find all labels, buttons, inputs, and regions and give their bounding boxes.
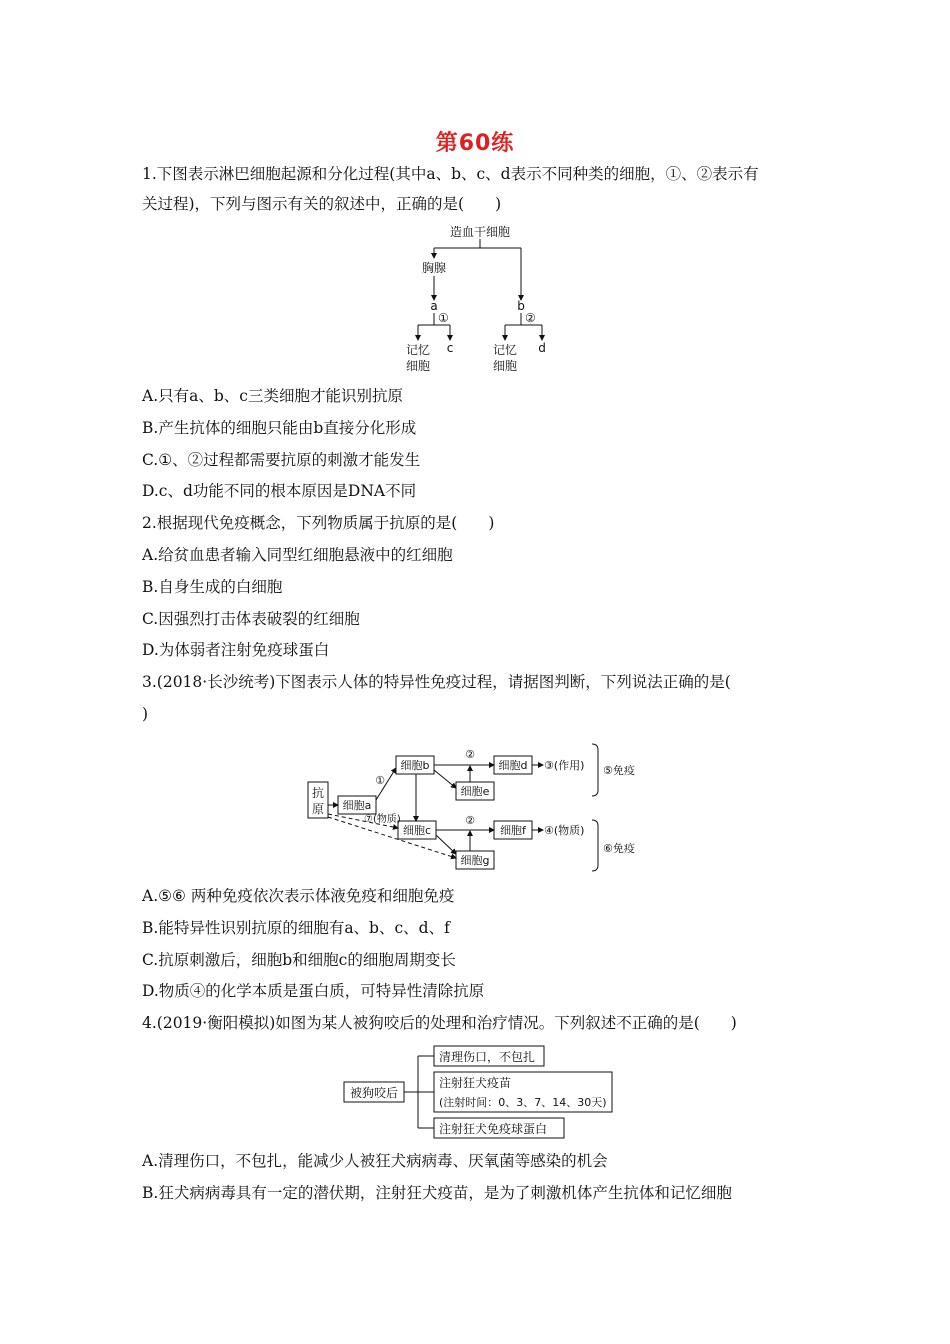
process-2-label: ② — [525, 311, 536, 325]
process-2-top-label: ② — [465, 748, 475, 761]
q1-stem-line1: 1.下图表示淋巴细胞起源和分化过程(其中a、b、c、d表示不同种类的细胞，①、②表示有 — [142, 165, 759, 183]
memory-cell-label-1a: 记忆 — [405, 343, 431, 357]
cell-d-box: 细胞d — [498, 759, 528, 772]
q3-option-d: D.物质④的化学本质是蛋白质，可特异性清除抗原 — [142, 982, 485, 1000]
antigen-label-1: 抗 — [311, 786, 325, 800]
immunity-6-label: ⑥免疫 — [603, 842, 635, 855]
q4-option-a: A.清理伤口，不包扎，能减少人被狂犬病病毒、厌氧菌等感染的机会 — [142, 1152, 608, 1170]
antigen-label-2: 原 — [311, 802, 325, 816]
q1-option-c: C.①、②过程都需要抗原的刺激才能发生 — [142, 451, 421, 469]
q2-option-a: A.给贫血患者输入同型红细胞悬液中的红细胞 — [142, 546, 453, 564]
thymus-label: 胸腺 — [421, 261, 447, 275]
cell-a-box: 细胞a — [342, 799, 372, 812]
memory-cell-label-2b: 细胞 — [492, 359, 518, 373]
q4-option-b: B.狂犬病病毒具有一定的潜伏期，注射狂犬疫苗，是为了刺激机体产生抗体和记忆细胞 — [142, 1184, 732, 1202]
bitten-box: 被狗咬后 — [349, 1086, 399, 1100]
q1-stem-line2: 关过程)，下列与图示有关的叙述中，正确的是( ) — [142, 195, 502, 213]
immunity-5-label: ⑤免疫 — [603, 764, 635, 777]
hsc-label: 造血干细胞 — [449, 225, 511, 239]
immunoglobulin-box: 注射狂犬免疫球蛋白 — [439, 1122, 548, 1136]
q3-option-c: C.抗原刺激后，细胞b和细胞c的细胞周期变长 — [142, 951, 456, 969]
substance-7-label: ⑦(物质) — [364, 814, 401, 825]
substance-4-label: ④(物质) — [544, 824, 585, 837]
memory-cell-label-1b: 细胞 — [405, 359, 431, 373]
cell-b-label: b — [517, 299, 525, 313]
cell-b-box: 细胞b — [400, 759, 430, 772]
vaccine-box-line2: (注射时间：0、3、7、14、30天) — [439, 1096, 607, 1109]
cell-c-box: 细胞c — [402, 824, 432, 837]
q2-stem: 2.根据现代免疫概念，下列物质属于抗原的是( ) — [142, 514, 495, 532]
cell-c-label: c — [446, 341, 454, 355]
cell-a-label: a — [430, 299, 438, 313]
q3-option-b: B.能特异性识别抗原的细胞有a、b、c、d、f — [142, 919, 450, 937]
q4-stem: 4.(2019·衡阳模拟)如图为某人被狗咬后的处理和治疗情况。下列叙述不正确的是( ) — [142, 1014, 737, 1032]
q3-immune-diagram — [300, 740, 660, 875]
q3-stem-line2: ) — [142, 705, 149, 723]
process-2-bottom-label: ② — [465, 814, 475, 827]
q1-lymphocyte-diagram — [390, 220, 570, 380]
clean-wound-box: 清理伤口，不包扎 — [439, 1050, 536, 1064]
memory-cell-label-2a: 记忆 — [492, 343, 518, 357]
q1-option-a: A.只有a、b、c三类细胞才能识别抗原 — [142, 387, 403, 405]
q2-option-c: C.因强烈打击体表破裂的红细胞 — [142, 610, 360, 628]
page-title: 第60练 — [435, 131, 515, 156]
q3-stem-line1: 3.(2018·长沙统考)下图表示人体的特异性免疫过程，请据图判断，下列说法正确的是( — [142, 673, 731, 691]
process-1-label: ① — [438, 311, 449, 325]
cell-f-box: 细胞f — [500, 824, 526, 837]
q1-option-d: D.c、d功能不同的根本原因是DNA不同 — [142, 482, 417, 500]
vaccine-box-line1: 注射狂犬疫苗 — [439, 1076, 512, 1090]
action-3-label: ③(作用) — [544, 759, 585, 772]
cell-e-box: 细胞e — [460, 785, 490, 798]
q2-option-d: D.为体弱者注射免疫球蛋白 — [142, 641, 330, 659]
q1-option-b: B.产生抗体的细胞只能由b直接分化形成 — [142, 419, 417, 437]
q3-option-a: A.⑤⑥ 两种免疫依次表示体液免疫和细胞免疫 — [142, 887, 455, 905]
process-1-label: ① — [375, 774, 385, 787]
cell-d-label: d — [538, 341, 546, 355]
cell-g-box: 细胞g — [460, 854, 490, 867]
q4-treatment-diagram — [338, 1042, 628, 1142]
q2-option-b: B.自身生成的白细胞 — [142, 578, 283, 596]
